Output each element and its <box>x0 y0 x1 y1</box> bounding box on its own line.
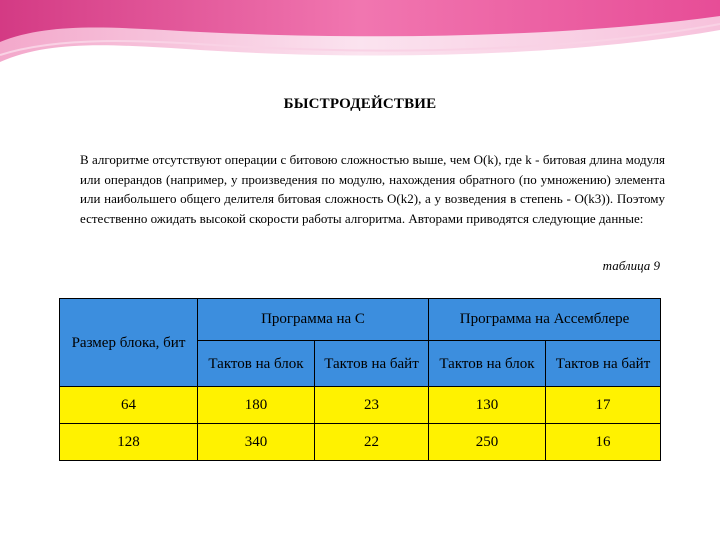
performance-table <box>59 298 661 461</box>
table-row <box>60 387 661 424</box>
cell-c-byte: 22 <box>315 424 429 461</box>
header-program-c: Программа на С <box>198 299 429 341</box>
table-caption: таблица 9 <box>602 258 660 273</box>
header-block-size: Размер блока, бит <box>60 299 198 387</box>
cell-asm-byte: 16 <box>546 424 661 461</box>
cell-block-size: 64 <box>60 387 198 424</box>
cell-asm-block: 250 <box>429 424 546 461</box>
cell-block-size: 128 <box>60 424 198 461</box>
body-paragraph: В алгоритме отсутствуют операции с битовою сложностью выше, чем O(k), где k - битовая длина модуля или операндов (например, у произведения по модулю, нахождения обратного (по умножению) элемента или наибольшего общего делителя битовая сложность O(k2), а у возведения в степень - O(k3)). Поэтому естественно ожидать высокой скорости работы алгоритма. Авторами приводятся следующие данные: <box>80 152 665 226</box>
cell-c-block: 340 <box>198 424 315 461</box>
header-program-asm: Программа на Ассемблере <box>429 299 661 341</box>
header-ribbon-decoration <box>0 0 720 80</box>
header-asm-cycles-per-block: Тактов на блок <box>429 341 546 387</box>
cell-c-block: 180 <box>198 387 315 424</box>
table-row <box>60 424 661 461</box>
header-asm-cycles-per-byte: Тактов на байт <box>546 341 661 387</box>
header-c-cycles-per-byte: Тактов на байт <box>315 341 429 387</box>
table-header-row-groups <box>60 299 661 341</box>
cell-asm-block: 130 <box>429 387 546 424</box>
slide-title: БЫСТРОДЕЙСТВИЕ <box>283 96 437 112</box>
cell-c-byte: 23 <box>315 387 429 424</box>
cell-asm-byte: 17 <box>546 387 661 424</box>
header-c-cycles-per-block: Тактов на блок <box>198 341 315 387</box>
